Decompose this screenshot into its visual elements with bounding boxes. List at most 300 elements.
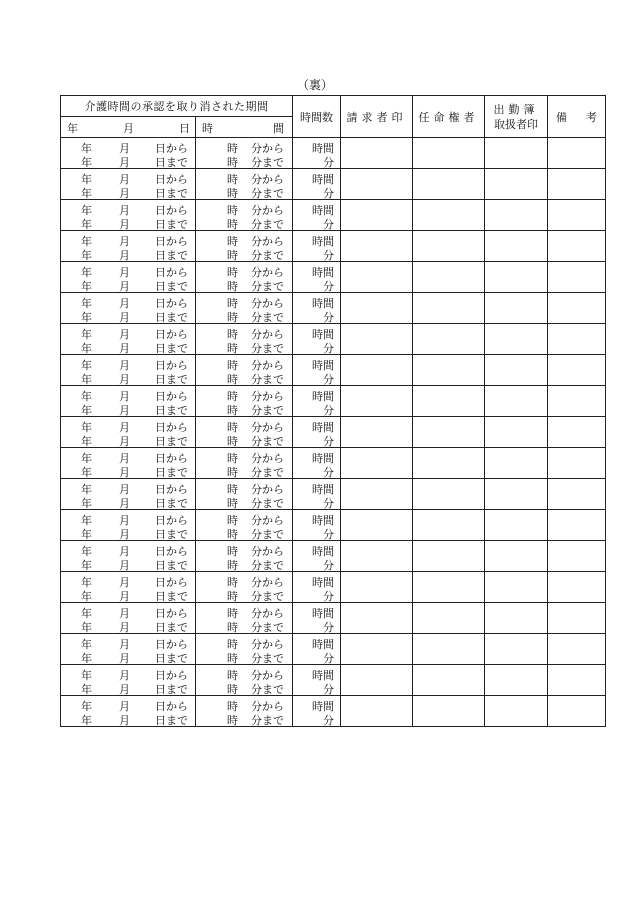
minutes-label: 分 xyxy=(323,280,334,293)
attendance-seal-cell[interactable] xyxy=(485,696,548,727)
attendance-seal-cell[interactable] xyxy=(485,572,548,603)
from-year-label: 年 xyxy=(81,452,92,465)
to-month-label: 月 xyxy=(119,342,130,355)
from-hour-label: 時 xyxy=(227,669,238,682)
from-year-label: 年 xyxy=(81,204,92,217)
attendance-seal-cell[interactable] xyxy=(485,200,548,231)
appointer-cell[interactable] xyxy=(413,541,485,572)
from-hour-label: 時 xyxy=(227,514,238,527)
time-range-cell[interactable] xyxy=(196,479,293,510)
appointer-cell[interactable] xyxy=(413,262,485,293)
hours-cell[interactable] xyxy=(293,138,341,169)
to-day-label: 日まで xyxy=(155,466,188,479)
date-range-cell[interactable] xyxy=(61,572,196,603)
claimant-seal-cell[interactable] xyxy=(341,448,413,479)
from-minute-label: 分から xyxy=(251,204,284,217)
minutes-label: 分 xyxy=(323,187,334,200)
time-range-cell[interactable] xyxy=(196,138,293,169)
hours-cell[interactable] xyxy=(293,696,341,727)
time-range-cell[interactable] xyxy=(196,665,293,696)
from-month-label: 月 xyxy=(119,452,130,465)
date-range-cell[interactable] xyxy=(61,417,196,448)
claimant-seal-cell[interactable] xyxy=(341,138,413,169)
from-month-label: 月 xyxy=(119,173,130,186)
from-minute-label: 分から xyxy=(251,328,284,341)
attendance-seal-cell[interactable] xyxy=(485,138,548,169)
attendance-seal-cell[interactable] xyxy=(485,386,548,417)
from-minute-label: 分から xyxy=(251,576,284,589)
from-day-label: 日から xyxy=(155,390,188,403)
time-range-cell[interactable] xyxy=(196,169,293,200)
date-range-cell[interactable] xyxy=(61,138,196,169)
from-day-label: 日から xyxy=(155,483,188,496)
hours-cell[interactable] xyxy=(293,293,341,324)
hours-label: 時間 xyxy=(312,514,334,527)
from-year-label: 年 xyxy=(81,669,92,682)
to-year-label: 年 xyxy=(81,621,92,634)
to-month-label: 月 xyxy=(119,280,130,293)
to-minute-label: 分まで xyxy=(251,249,284,262)
date-range-cell[interactable] xyxy=(61,665,196,696)
to-year-label: 年 xyxy=(81,714,92,727)
from-year-label: 年 xyxy=(81,576,92,589)
from-day-label: 日から xyxy=(155,421,188,434)
time-range-cell[interactable] xyxy=(196,262,293,293)
from-day-label: 日から xyxy=(155,452,188,465)
remarks-cell[interactable] xyxy=(548,696,606,727)
attendance-seal-cell[interactable] xyxy=(485,448,548,479)
from-hour-label: 時 xyxy=(227,390,238,403)
from-hour-label: 時 xyxy=(227,607,238,620)
time-range-cell[interactable] xyxy=(196,417,293,448)
minutes-label: 分 xyxy=(323,590,334,603)
time-range-cell[interactable] xyxy=(196,386,293,417)
attendance-seal-cell[interactable] xyxy=(485,324,548,355)
from-day-label: 日から xyxy=(155,545,188,558)
from-month-label: 月 xyxy=(119,483,130,496)
to-month-label: 月 xyxy=(119,249,130,262)
attendance-seal-cell[interactable] xyxy=(485,262,548,293)
date-range-cell[interactable] xyxy=(61,541,196,572)
time-range-cell[interactable] xyxy=(196,634,293,665)
from-month-label: 月 xyxy=(119,204,130,217)
to-day-label: 日まで xyxy=(155,714,188,727)
table-row xyxy=(61,293,606,324)
claimant-seal-cell[interactable] xyxy=(341,324,413,355)
table-row xyxy=(61,572,606,603)
from-hour-label: 時 xyxy=(227,173,238,186)
to-hour-label: 時 xyxy=(227,404,238,417)
from-hour-label: 時 xyxy=(227,266,238,279)
to-minute-label: 分まで xyxy=(251,342,284,355)
table-row xyxy=(61,696,606,727)
date-range-cell[interactable] xyxy=(61,448,196,479)
minutes-label: 分 xyxy=(323,714,334,727)
time-range-cell[interactable] xyxy=(196,603,293,634)
from-hour-label: 時 xyxy=(227,142,238,155)
claimant-seal-cell[interactable] xyxy=(341,200,413,231)
to-year-label: 年 xyxy=(81,559,92,572)
time-range-cell[interactable] xyxy=(196,293,293,324)
claimant-seal-cell[interactable] xyxy=(341,479,413,510)
attendance-seal-cell[interactable] xyxy=(485,231,548,262)
minutes-label: 分 xyxy=(323,466,334,479)
date-range-cell[interactable] xyxy=(61,510,196,541)
from-minute-label: 分から xyxy=(251,359,284,372)
attendance-seal-cell[interactable] xyxy=(485,541,548,572)
attendance-seal-cell[interactable] xyxy=(485,479,548,510)
appointer-cell[interactable] xyxy=(413,138,485,169)
time-range-cell[interactable] xyxy=(196,355,293,386)
subheader-minute: 間 xyxy=(273,122,284,135)
to-hour-label: 時 xyxy=(227,187,238,200)
to-month-label: 月 xyxy=(119,683,130,696)
remarks-cell[interactable] xyxy=(548,603,606,634)
date-range-cell[interactable] xyxy=(61,324,196,355)
to-minute-label: 分まで xyxy=(251,683,284,696)
remarks-cell[interactable] xyxy=(548,355,606,386)
minutes-label: 分 xyxy=(323,435,334,448)
date-range-cell[interactable] xyxy=(61,262,196,293)
attendance-seal-cell[interactable] xyxy=(485,603,548,634)
appointer-cell[interactable] xyxy=(413,417,485,448)
claimant-seal-cell[interactable] xyxy=(341,262,413,293)
from-year-label: 年 xyxy=(81,700,92,713)
to-day-label: 日まで xyxy=(155,497,188,510)
to-hour-label: 時 xyxy=(227,218,238,231)
from-month-label: 月 xyxy=(119,266,130,279)
remarks-cell[interactable] xyxy=(548,510,606,541)
to-minute-label: 分まで xyxy=(251,466,284,479)
appointer-cell[interactable] xyxy=(413,231,485,262)
to-minute-label: 分まで xyxy=(251,156,284,169)
minutes-label: 分 xyxy=(323,497,334,510)
hours-label: 時間 xyxy=(312,607,334,620)
to-year-label: 年 xyxy=(81,404,92,417)
attendance-seal-cell[interactable] xyxy=(485,355,548,386)
hours-label: 時間 xyxy=(312,173,334,186)
claimant-seal-cell[interactable] xyxy=(341,386,413,417)
from-minute-label: 分から xyxy=(251,700,284,713)
to-year-label: 年 xyxy=(81,311,92,324)
hours-cell[interactable] xyxy=(293,603,341,634)
date-range-cell[interactable] xyxy=(61,634,196,665)
to-minute-label: 分まで xyxy=(251,652,284,665)
minutes-label: 分 xyxy=(323,559,334,572)
appointer-cell[interactable] xyxy=(413,510,485,541)
minutes-label: 分 xyxy=(323,311,334,324)
to-minute-label: 分まで xyxy=(251,435,284,448)
attendance-seal-cell[interactable] xyxy=(485,510,548,541)
from-year-label: 年 xyxy=(81,297,92,310)
date-range-cell[interactable] xyxy=(61,169,196,200)
from-month-label: 月 xyxy=(119,607,130,620)
from-minute-label: 分から xyxy=(251,483,284,496)
hours-cell[interactable] xyxy=(293,541,341,572)
table-row xyxy=(61,386,606,417)
to-minute-label: 分まで xyxy=(251,280,284,293)
to-day-label: 日まで xyxy=(155,187,188,200)
appointer-cell[interactable] xyxy=(413,293,485,324)
from-hour-label: 時 xyxy=(227,638,238,651)
time-range-cell[interactable] xyxy=(196,231,293,262)
remarks-cell[interactable] xyxy=(548,665,606,696)
attendance-seal-cell[interactable] xyxy=(485,293,548,324)
from-year-label: 年 xyxy=(81,545,92,558)
remarks-cell[interactable] xyxy=(548,231,606,262)
table-row xyxy=(61,355,606,386)
from-day-label: 日から xyxy=(155,700,188,713)
from-hour-label: 時 xyxy=(227,359,238,372)
from-month-label: 月 xyxy=(119,576,130,589)
table-row xyxy=(61,200,606,231)
care-time-cancellation-table xyxy=(60,95,606,727)
remarks-cell[interactable] xyxy=(548,169,606,200)
from-minute-label: 分から xyxy=(251,142,284,155)
table-row xyxy=(61,448,606,479)
hours-label: 時間 xyxy=(312,297,334,310)
appointer-cell[interactable] xyxy=(413,355,485,386)
attendance-seal-cell[interactable] xyxy=(485,417,548,448)
to-year-label: 年 xyxy=(81,280,92,293)
date-range-cell[interactable] xyxy=(61,603,196,634)
time-range-cell[interactable] xyxy=(196,541,293,572)
from-minute-label: 分から xyxy=(251,421,284,434)
claimant-seal-cell[interactable] xyxy=(341,355,413,386)
hours-label: 時間 xyxy=(312,700,334,713)
hours-label: 時間 xyxy=(312,266,334,279)
minutes-label: 分 xyxy=(323,404,334,417)
to-month-label: 月 xyxy=(119,714,130,727)
from-day-label: 日から xyxy=(155,576,188,589)
hours-cell[interactable] xyxy=(293,634,341,665)
minutes-label: 分 xyxy=(323,218,334,231)
remarks-cell[interactable] xyxy=(548,262,606,293)
from-minute-label: 分から xyxy=(251,297,284,310)
time-range-cell[interactable] xyxy=(196,696,293,727)
date-range-cell[interactable] xyxy=(61,696,196,727)
remarks-cell[interactable] xyxy=(548,138,606,169)
hours-label: 時間 xyxy=(312,235,334,248)
hours-cell[interactable] xyxy=(293,479,341,510)
remarks-cell[interactable] xyxy=(548,541,606,572)
from-month-label: 月 xyxy=(119,142,130,155)
to-month-label: 月 xyxy=(119,218,130,231)
from-minute-label: 分から xyxy=(251,235,284,248)
to-month-label: 月 xyxy=(119,373,130,386)
claimant-seal-cell[interactable] xyxy=(341,541,413,572)
claimant-seal-cell[interactable] xyxy=(341,231,413,262)
from-hour-label: 時 xyxy=(227,328,238,341)
appointer-cell[interactable] xyxy=(413,696,485,727)
from-day-label: 日から xyxy=(155,669,188,682)
hours-header: 時間数 xyxy=(293,96,341,138)
to-hour-label: 時 xyxy=(227,714,238,727)
to-day-label: 日まで xyxy=(155,156,188,169)
claimant-seal-cell[interactable] xyxy=(341,603,413,634)
hours-cell[interactable] xyxy=(293,200,341,231)
appointer-cell[interactable] xyxy=(413,386,485,417)
attendance-seal-cell[interactable] xyxy=(485,169,548,200)
date-range-cell[interactable] xyxy=(61,200,196,231)
from-minute-label: 分から xyxy=(251,545,284,558)
remarks-cell[interactable] xyxy=(548,572,606,603)
date-range-cell[interactable] xyxy=(61,231,196,262)
time-range-cell[interactable] xyxy=(196,448,293,479)
time-range-cell[interactable] xyxy=(196,510,293,541)
minutes-label: 分 xyxy=(323,249,334,262)
hours-cell[interactable] xyxy=(293,324,341,355)
remarks-cell[interactable] xyxy=(548,448,606,479)
remarks-cell[interactable] xyxy=(548,293,606,324)
to-year-label: 年 xyxy=(81,466,92,479)
hours-cell[interactable] xyxy=(293,572,341,603)
to-day-label: 日まで xyxy=(155,373,188,386)
to-minute-label: 分まで xyxy=(251,497,284,510)
claimant-seal-cell[interactable] xyxy=(341,634,413,665)
date-range-cell[interactable] xyxy=(61,293,196,324)
from-year-label: 年 xyxy=(81,173,92,186)
remarks-cell[interactable] xyxy=(548,386,606,417)
from-hour-label: 時 xyxy=(227,700,238,713)
to-month-label: 月 xyxy=(119,497,130,510)
hours-cell[interactable] xyxy=(293,169,341,200)
remarks-cell[interactable] xyxy=(548,200,606,231)
claimant-seal-cell[interactable] xyxy=(341,417,413,448)
table-row xyxy=(61,169,606,200)
from-month-label: 月 xyxy=(119,390,130,403)
to-year-label: 年 xyxy=(81,590,92,603)
to-hour-label: 時 xyxy=(227,466,238,479)
from-month-label: 月 xyxy=(119,514,130,527)
hours-label: 時間 xyxy=(312,204,334,217)
to-year-label: 年 xyxy=(81,156,92,169)
appointer-cell[interactable] xyxy=(413,634,485,665)
from-day-label: 日から xyxy=(155,266,188,279)
from-day-label: 日から xyxy=(155,514,188,527)
hours-cell[interactable] xyxy=(293,231,341,262)
to-month-label: 月 xyxy=(119,404,130,417)
from-day-label: 日から xyxy=(155,638,188,651)
table-row xyxy=(61,634,606,665)
hours-cell[interactable] xyxy=(293,417,341,448)
hours-cell[interactable] xyxy=(293,262,341,293)
from-hour-label: 時 xyxy=(227,297,238,310)
hours-label: 時間 xyxy=(312,483,334,496)
from-month-label: 月 xyxy=(119,669,130,682)
to-year-label: 年 xyxy=(81,373,92,386)
attendance-book-line2: 取扱者印 xyxy=(494,117,538,131)
to-minute-label: 分まで xyxy=(251,559,284,572)
appointer-cell[interactable] xyxy=(413,479,485,510)
to-day-label: 日まで xyxy=(155,652,188,665)
from-hour-label: 時 xyxy=(227,204,238,217)
claimant-seal-cell[interactable] xyxy=(341,293,413,324)
date-range-cell[interactable] xyxy=(61,479,196,510)
to-year-label: 年 xyxy=(81,187,92,200)
appointer-cell[interactable] xyxy=(413,448,485,479)
appointer-cell[interactable] xyxy=(413,572,485,603)
from-minute-label: 分から xyxy=(251,266,284,279)
hours-label: 時間 xyxy=(312,390,334,403)
attendance-seal-cell[interactable] xyxy=(485,634,548,665)
time-range-cell[interactable] xyxy=(196,572,293,603)
from-hour-label: 時 xyxy=(227,452,238,465)
table-row xyxy=(61,510,606,541)
table-row xyxy=(61,324,606,355)
time-range-cell[interactable] xyxy=(196,200,293,231)
subheader-year: 年 xyxy=(67,122,78,135)
table-row xyxy=(61,541,606,572)
claimant-seal-cell[interactable] xyxy=(341,665,413,696)
claimant-seal-cell[interactable] xyxy=(341,510,413,541)
from-hour-label: 時 xyxy=(227,576,238,589)
appointer-cell[interactable] xyxy=(413,603,485,634)
to-hour-label: 時 xyxy=(227,311,238,324)
attendance-seal-cell[interactable] xyxy=(485,665,548,696)
hours-cell[interactable] xyxy=(293,665,341,696)
remarks-cell[interactable] xyxy=(548,479,606,510)
to-month-label: 月 xyxy=(119,156,130,169)
minutes-label: 分 xyxy=(323,342,334,355)
claimant-seal-cell[interactable] xyxy=(341,696,413,727)
to-hour-label: 時 xyxy=(227,528,238,541)
appointer-cell[interactable] xyxy=(413,665,485,696)
from-month-label: 月 xyxy=(119,359,130,372)
remarks-header xyxy=(548,96,606,138)
claimant-seal-cell[interactable] xyxy=(341,169,413,200)
from-year-label: 年 xyxy=(81,607,92,620)
claimant-seal-cell[interactable] xyxy=(341,572,413,603)
table-row xyxy=(61,262,606,293)
remarks-cell[interactable] xyxy=(548,634,606,665)
to-hour-label: 時 xyxy=(227,590,238,603)
to-month-label: 月 xyxy=(119,435,130,448)
hours-cell[interactable] xyxy=(293,510,341,541)
claimant-seal-header: 請求者印 xyxy=(341,96,413,138)
from-day-label: 日から xyxy=(155,142,188,155)
from-day-label: 日から xyxy=(155,328,188,341)
to-day-label: 日まで xyxy=(155,435,188,448)
hours-cell[interactable] xyxy=(293,355,341,386)
hours-label: 時間 xyxy=(312,638,334,651)
to-hour-label: 時 xyxy=(227,249,238,262)
remarks-cell[interactable] xyxy=(548,417,606,448)
hours-cell[interactable] xyxy=(293,448,341,479)
hours-cell[interactable] xyxy=(293,386,341,417)
to-month-label: 月 xyxy=(119,652,130,665)
remarks-cell[interactable] xyxy=(548,324,606,355)
time-range-cell[interactable] xyxy=(196,324,293,355)
appointer-cell[interactable] xyxy=(413,324,485,355)
appointer-cell[interactable] xyxy=(413,200,485,231)
hours-label: 時間 xyxy=(312,452,334,465)
from-hour-label: 時 xyxy=(227,421,238,434)
minutes-label: 分 xyxy=(323,373,334,386)
appointer-cell[interactable] xyxy=(413,169,485,200)
date-range-cell[interactable] xyxy=(61,355,196,386)
to-minute-label: 分まで xyxy=(251,311,284,324)
hours-label: 時間 xyxy=(312,669,334,682)
hours-label: 時間 xyxy=(312,328,334,341)
date-subheader xyxy=(61,117,196,138)
date-range-cell[interactable] xyxy=(61,386,196,417)
from-hour-label: 時 xyxy=(227,545,238,558)
to-hour-label: 時 xyxy=(227,621,238,634)
from-day-label: 日から xyxy=(155,359,188,372)
from-minute-label: 分から xyxy=(251,638,284,651)
to-month-label: 月 xyxy=(119,311,130,324)
